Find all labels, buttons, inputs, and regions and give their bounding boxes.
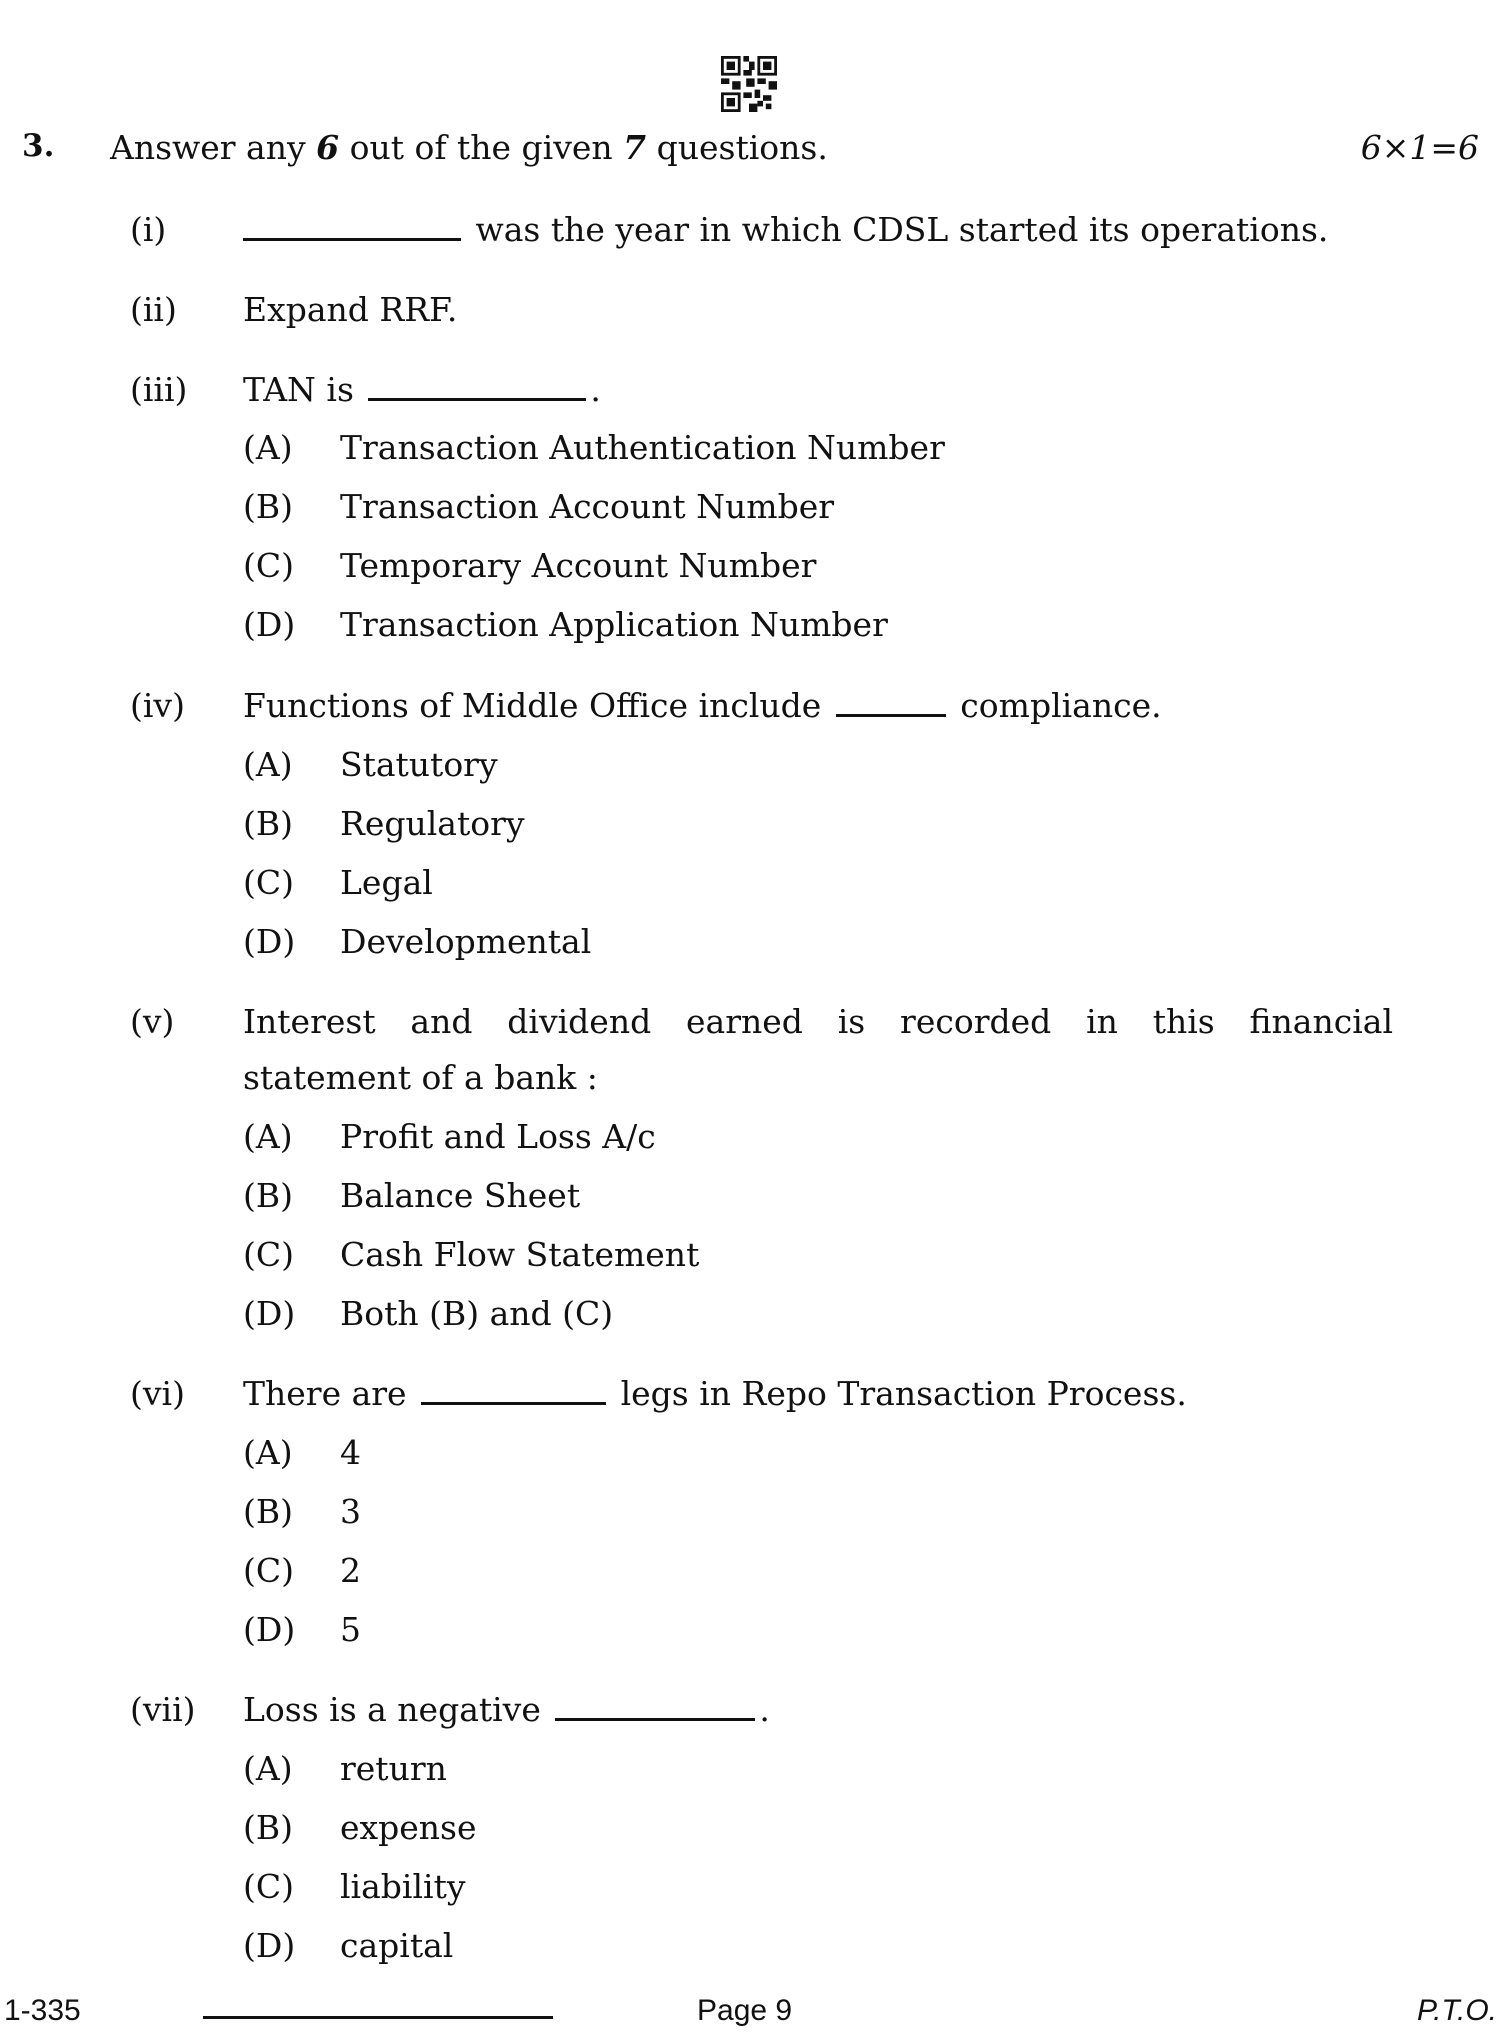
option-text: 5	[340, 1610, 361, 1649]
question-number: 3.	[22, 128, 55, 164]
option-text: 4	[340, 1433, 361, 1472]
sub-question-text: TAN is .	[243, 370, 601, 409]
sub-question-label: (iv)	[130, 686, 185, 725]
sub-question-label: (vi)	[130, 1374, 185, 1413]
sub-question-text: Functions of Middle Office include compliance.	[243, 686, 1162, 725]
qr-code-icon	[721, 56, 777, 112]
option-letter: (B)	[243, 1808, 293, 1847]
sub-question-text: There are legs in Repo Transaction Process.	[243, 1374, 1187, 1413]
option-text: Transaction Authentication Number	[340, 428, 945, 467]
answer-blank	[421, 1401, 606, 1405]
option-text: 3	[340, 1492, 361, 1531]
sub-question-text: Loss is a negative .	[243, 1690, 770, 1729]
option-text: Legal	[340, 863, 433, 902]
sub-question-label: (i)	[130, 210, 167, 249]
option-text: Transaction Application Number	[340, 605, 888, 644]
option-text: liability	[340, 1867, 466, 1906]
option-text: Balance Sheet	[340, 1176, 581, 1215]
option-letter: (D)	[243, 1610, 296, 1649]
option-text: Statutory	[340, 745, 498, 784]
option-letter: (B)	[243, 804, 293, 843]
option-text: Transaction Account Number	[340, 487, 835, 526]
sub-question-label: (iii)	[130, 370, 188, 409]
answer-blank	[243, 237, 461, 241]
option-text: Developmental	[340, 922, 592, 961]
option-letter: (A)	[243, 745, 293, 784]
option-text: expense	[340, 1808, 477, 1847]
pto-label: P.T.O.	[1416, 1994, 1497, 2027]
option-letter: (C)	[243, 863, 294, 902]
option-letter: (B)	[243, 1176, 293, 1215]
option-text: capital	[340, 1926, 454, 1965]
option-letter: (A)	[243, 1433, 293, 1472]
option-letter: (D)	[243, 1926, 296, 1965]
option-text: Temporary Account Number	[340, 546, 817, 585]
option-letter: (C)	[243, 1867, 294, 1906]
sub-question-text-line2: statement of a bank :	[243, 1058, 598, 1097]
sub-question-label: (ii)	[130, 290, 177, 329]
sub-question-label: (v)	[130, 1002, 175, 1041]
option-letter: (D)	[243, 605, 296, 644]
option-letter: (C)	[243, 546, 294, 585]
option-letter: (B)	[243, 1492, 293, 1531]
paper-code: 1-335	[4, 1994, 81, 2027]
option-text: Both (B) and (C)	[340, 1294, 614, 1333]
footer-divider	[203, 2016, 553, 2019]
option-letter: (D)	[243, 1294, 296, 1333]
option-text: return	[340, 1749, 447, 1788]
sub-question-text-line1: Interest and dividend earned is recorded in this financial	[243, 1002, 1393, 1041]
sub-question-text: was the year in which CDSL started its operations.	[243, 210, 1328, 250]
answer-blank	[555, 1717, 755, 1721]
option-letter: (C)	[243, 1235, 294, 1274]
question-instruction: Answer any 6 out of the given 7 questions.	[110, 128, 828, 167]
sub-question-text: Expand RRF.	[243, 290, 458, 329]
marks-allocation: 6×1=6	[1360, 128, 1479, 167]
option-letter: (A)	[243, 1117, 293, 1156]
option-text: Regulatory	[340, 804, 525, 843]
option-text: 2	[340, 1551, 361, 1590]
option-letter: (D)	[243, 922, 296, 961]
option-letter: (B)	[243, 487, 293, 526]
answer-blank	[368, 397, 586, 401]
sub-question-label: (vii)	[130, 1690, 196, 1729]
option-letter: (A)	[243, 428, 293, 467]
option-letter: (A)	[243, 1749, 293, 1788]
answer-blank	[836, 713, 946, 717]
page-number: Page 9	[697, 1994, 793, 2027]
option-text: Profit and Loss A/c	[340, 1117, 656, 1156]
option-letter: (C)	[243, 1551, 294, 1590]
option-text: Cash Flow Statement	[340, 1235, 700, 1274]
